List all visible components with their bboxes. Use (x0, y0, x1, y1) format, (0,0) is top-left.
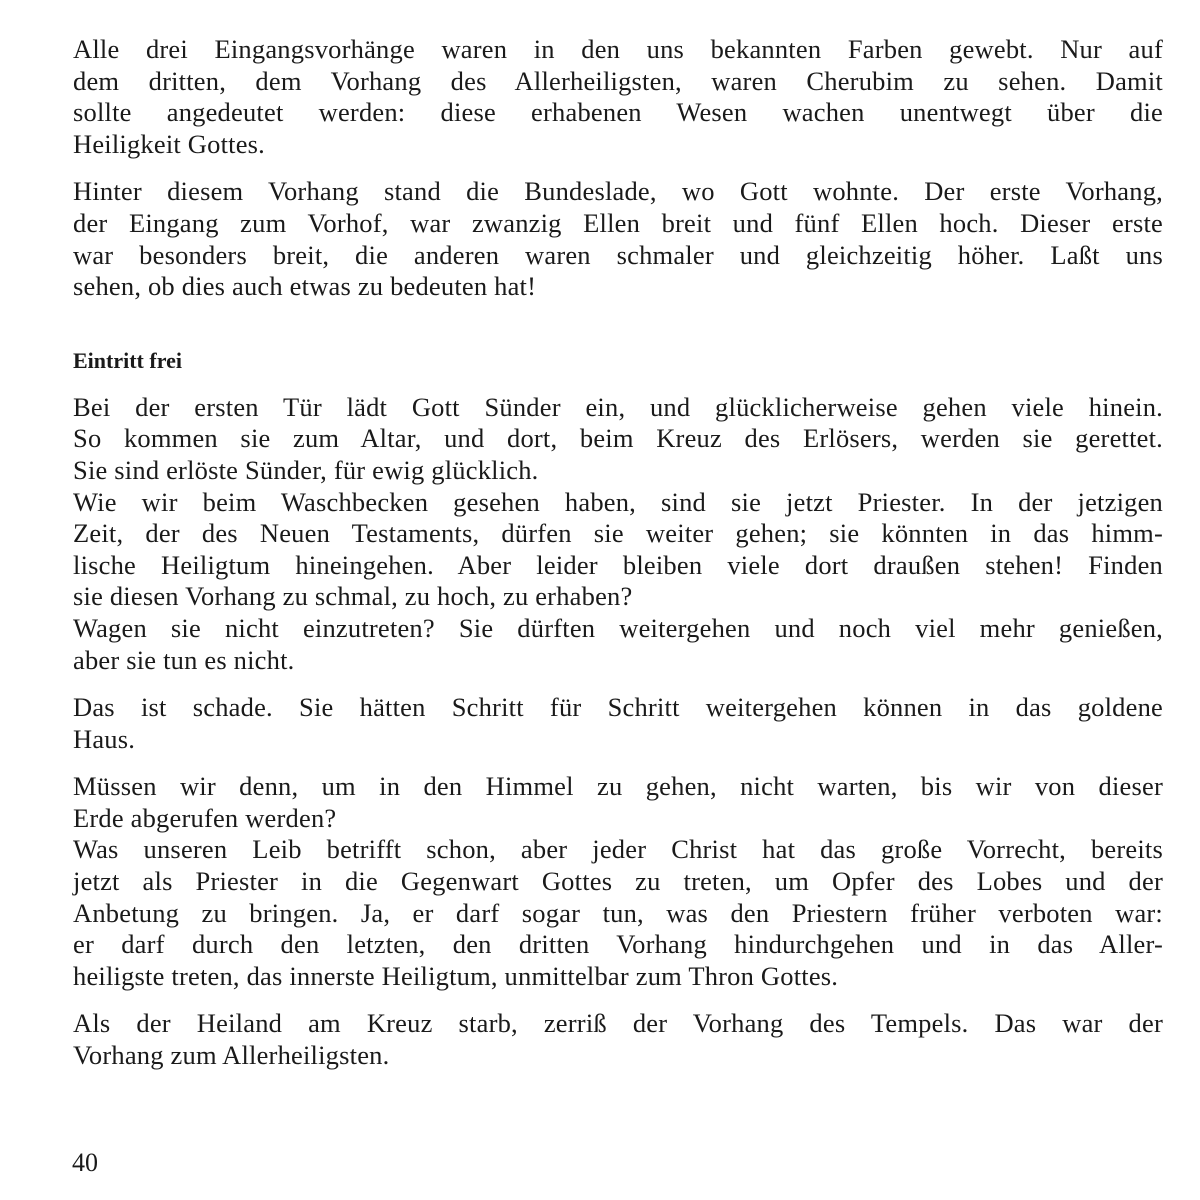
paragraph-privilege (73, 834, 1163, 992)
text-line: Zeit, der des Neuen Testaments, dürfen sie weiter gehen; sie könnten in das himm- (73, 518, 1163, 549)
text-line: lische Heiligtum hineingehen. Aber leider bleiben viele dort draußen stehen! Finden (73, 549, 1163, 580)
text-line: Anbetung zu bringen. Ja, er darf sogar tun, was den Priestern früher verboten war: (73, 897, 1163, 928)
paragraph-pity (73, 692, 1163, 755)
text-line: jetzt als Priester in die Gegenwart Gottes zu treten, um Opfer des Lobes und der (73, 866, 1163, 897)
text-line: Das ist schade. Sie hätten Schritt für Schritt weitergehen können in das goldene (73, 692, 1163, 723)
paragraph-bundeslade (73, 176, 1163, 302)
paragraph-curtains (73, 34, 1163, 160)
text-line: Vorhang zum Allerheiligsten. (73, 1040, 390, 1071)
text-line: sollte angedeutet werden: diese erhabenen Wesen wachen unentwegt über die (73, 97, 1163, 128)
text-line: der Eingang zum Vorhof, war zwanzig Ellen breit und fünf Ellen hoch. Dieser erste (73, 207, 1163, 238)
text-line: Haus. (73, 723, 136, 754)
text-line: Hinter diesem Vorhang stand die Bundeslade, wo Gott wohnte. Der erste Vorhang, (73, 176, 1163, 207)
section-heading: Eintritt frei (73, 347, 182, 373)
text-line: heiligste treten, das innerste Heiligtum, unmittelbar zum Thron Gottes. (73, 960, 839, 991)
text-line: er darf durch den letzten, den dritten Vorhang hindurchgehen und in das Aller- (73, 929, 1163, 960)
paragraph-dare (73, 613, 1163, 676)
page-body (73, 34, 1163, 1072)
text-line: Wie wir beim Waschbecken gesehen haben, sind sie jetzt Priester. In der jetzigen (73, 486, 1163, 517)
text-line: So kommen sie zum Altar, und dort, beim Kreuz des Erlösers, werden sie gerettet. (73, 423, 1163, 454)
text-line: Sie sind erlöste Sünder, für ewig glücklich. (73, 454, 539, 485)
text-line: dem dritten, dem Vorhang des Allerheiligsten, waren Cherubim zu sehen. Damit (73, 65, 1163, 96)
text-line: war besonders breit, die anderen waren schmaler und gleichzeitig höher. Laßt uns (73, 239, 1163, 270)
text-line: Wagen sie nicht einzutreten? Sie dürften weitergehen und noch viel mehr genießen, (73, 612, 1163, 643)
text-line: Heiligkeit Gottes. (73, 128, 266, 159)
text-line: Erde abgerufen werden? (73, 802, 337, 833)
paragraph-priests (73, 487, 1163, 613)
page-number: 40 (72, 1148, 98, 1177)
paragraph-cross (73, 1008, 1163, 1071)
text-line: aber sie tun es nicht. (73, 644, 295, 675)
text-line: Bei der ersten Tür lädt Gott Sünder ein, und glücklicherweise gehen viele hinein. (73, 391, 1163, 422)
text-line: Alle drei Eingangsvorhänge waren in den uns bekannten Farben gewebt. Nur auf (73, 34, 1163, 64)
paragraph-question (73, 771, 1163, 834)
text-line: sehen, ob dies auch etwas zu bedeuten hat! (73, 271, 537, 302)
text-line: Als der Heiland am Kreuz starb, zerriß der Vorhang des Tempels. Das war der (73, 1008, 1163, 1039)
text-line: Müssen wir denn, um in den Himmel zu gehen, nicht warten, bis wir von dieser (73, 771, 1163, 802)
text-line: Was unseren Leib betrifft schon, aber jeder Christ hat das große Vorrecht, bereits (73, 834, 1163, 865)
text-line: sie diesen Vorhang zu schmal, zu hoch, zu erhaben? (73, 581, 633, 612)
paragraph-first-door (73, 392, 1163, 487)
